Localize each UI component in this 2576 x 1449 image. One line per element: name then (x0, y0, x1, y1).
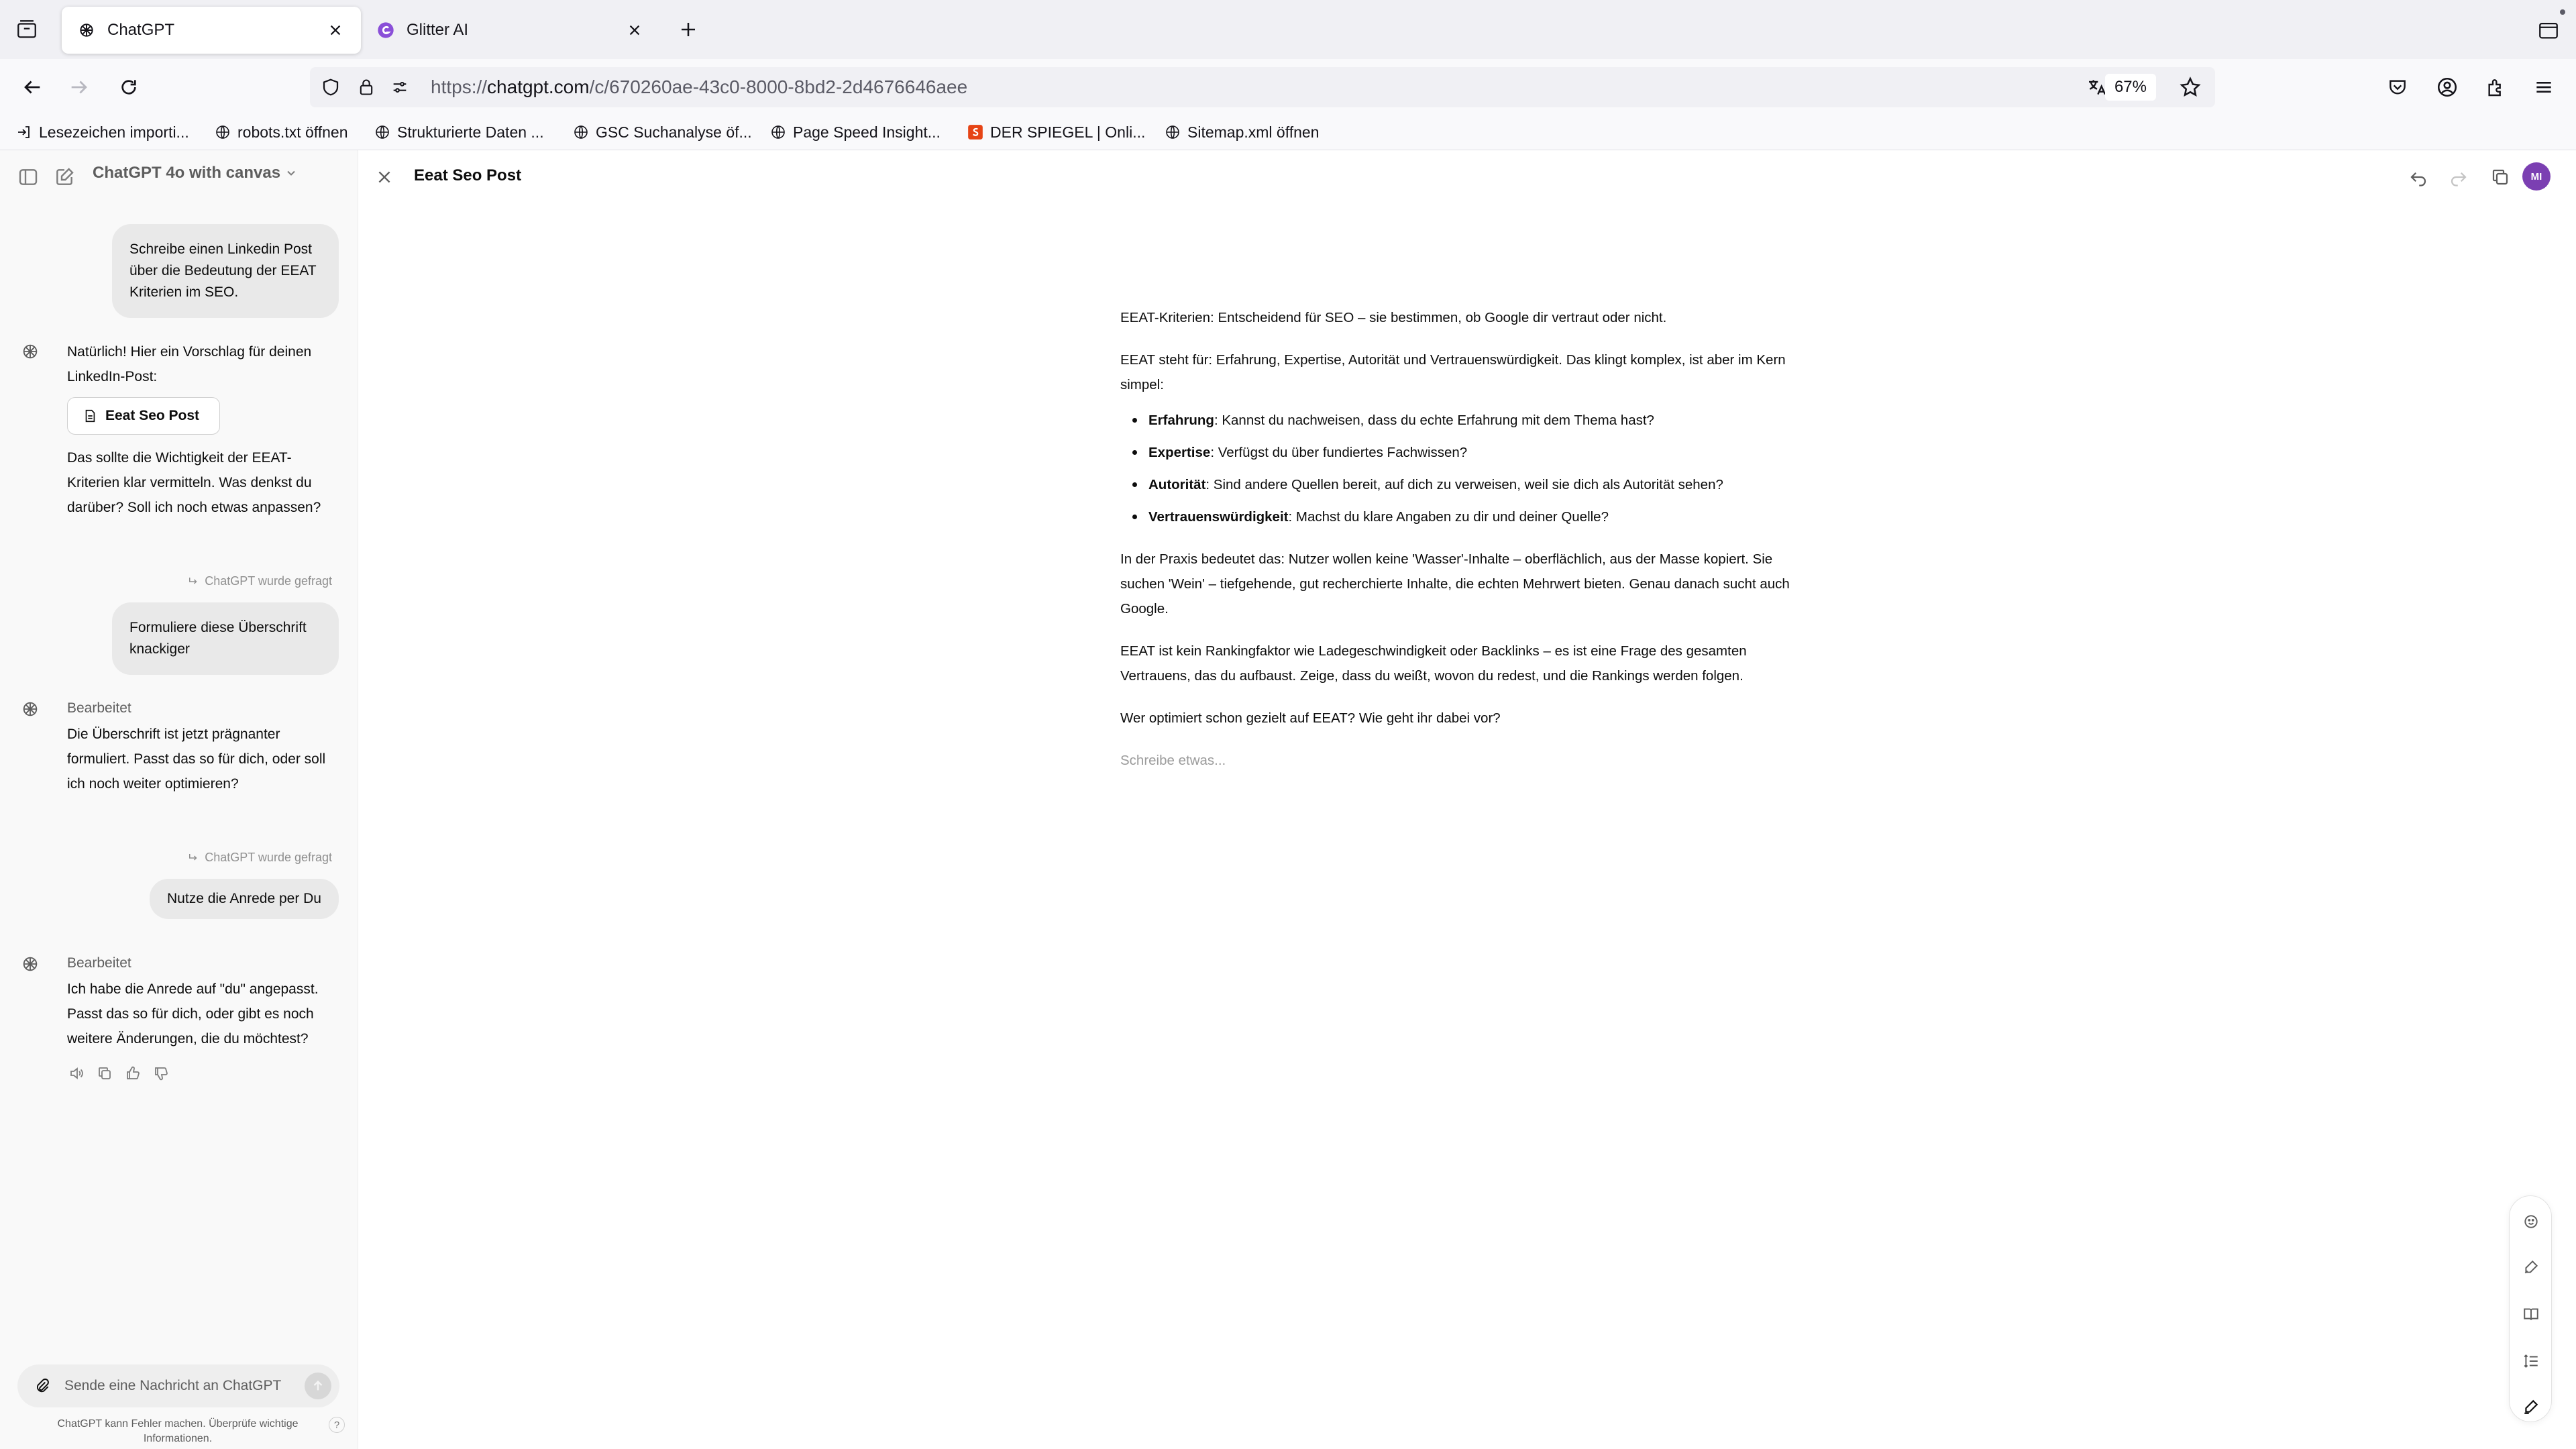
import-icon (15, 123, 34, 142)
assistant-message: Das sollte die Wichtigkeit der EEAT-Kriterien klar vermitteln. Was denkst du darüber? Soll ich noch etwas anpassen? (67, 450, 321, 515)
list-item: Expertise: Verfügst du über fundiertes Fachwissen? (1120, 440, 1798, 465)
pocket-icon[interactable] (2381, 71, 2414, 103)
tab-list-icon[interactable] (15, 17, 39, 42)
user-message: Formuliere diese Überschrift knackiger (112, 602, 339, 675)
canvas-header (359, 150, 2576, 204)
list-item: Vertrauenswürdigkeit: Machst du klare Angaben zu dir und deiner Quelle? (1120, 504, 1798, 529)
user-message: Nutze die Anrede per Du (150, 879, 339, 919)
canvas-document-chip[interactable]: Eeat Seo Post (67, 397, 220, 435)
doc-placeholder[interactable]: Schreibe etwas... (1120, 753, 1226, 768)
user-avatar[interactable]: MI (2522, 162, 2551, 191)
doc-paragraph: EEAT-Kriterien: Entscheidend für SEO – sie bestimmen, ob Google dir vertraut oder nicht. (1120, 310, 1667, 325)
reply-arrow-icon (187, 576, 199, 588)
message-composer[interactable] (17, 1364, 339, 1407)
notification-dot (2560, 9, 2565, 15)
model-switcher[interactable]: ChatGPT 4o with canvas (93, 164, 298, 182)
document-icon (83, 409, 97, 423)
bookmark-sitemap[interactable]: Sitemap.xml öffnen (1163, 119, 1319, 145)
bookmark-robots[interactable]: robots.txt öffnen (213, 119, 348, 145)
globe-icon (1163, 123, 1182, 142)
thumbs-down-icon[interactable] (152, 1064, 170, 1083)
assistant-message: Natürlich! Hier ein Vorschlag für deinen LinkedIn-Post: (67, 344, 312, 384)
doc-paragraph: Wer optimiert schon gezielt auf EEAT? Wie geht ihr dabei vor? (1120, 710, 1501, 726)
chatgpt-favicon (76, 20, 97, 40)
extensions-icon[interactable] (2479, 71, 2512, 103)
sidebar-toggle-icon[interactable] (16, 165, 40, 189)
globe-icon (572, 123, 590, 142)
new-chat-icon[interactable] (52, 165, 76, 189)
lock-icon[interactable] (356, 76, 377, 98)
bookmark-star-icon[interactable] (2178, 74, 2203, 100)
list-item: Autorität: Sind andere Quellen bereit, auf dich zu verweisen, weil sie dich als Autorität sehen? (1120, 472, 1798, 497)
edited-label: Bearbeitet (67, 700, 131, 716)
tab-chatgpt[interactable] (62, 7, 361, 54)
account-icon[interactable] (2431, 71, 2463, 103)
copy-icon[interactable] (95, 1064, 114, 1083)
bookmark-structured-data[interactable]: Strukturierte Daten ... (373, 119, 544, 145)
edit-suggestions-icon[interactable] (2520, 1396, 2542, 1417)
canvas-tools-rail (2509, 1195, 2552, 1422)
disclaimer-text: ChatGPT kann Fehler machen. Überprüfe wichtige Informationen. (57, 1418, 299, 1444)
tracking-protection-icon[interactable] (319, 76, 342, 99)
close-tab-icon[interactable] (624, 19, 645, 41)
adjust-length-icon[interactable] (2520, 1350, 2542, 1372)
url-text[interactable]: https://chatgpt.com/c/670260ae-43c0-8000-8bd2-2d4676646aee (431, 76, 968, 97)
chat-sidebar (0, 150, 358, 1449)
permissions-icon[interactable] (389, 76, 411, 98)
doc-bullet-list (1120, 408, 1798, 529)
globe-icon (213, 123, 232, 142)
reading-level-icon[interactable] (2520, 1303, 2542, 1325)
chatgpt-logo-icon (20, 954, 40, 974)
help-button[interactable]: ? (329, 1417, 345, 1433)
zoom-level-badge[interactable]: 67% (2105, 74, 2156, 101)
undo-icon[interactable] (2405, 164, 2432, 191)
chevron-down-icon (284, 166, 298, 180)
globe-icon (373, 123, 392, 142)
tab-glitter-ai[interactable] (361, 7, 660, 54)
redo-icon[interactable] (2445, 164, 2472, 191)
thumbs-up-icon[interactable] (123, 1064, 142, 1083)
send-button[interactable] (305, 1373, 331, 1399)
read-aloud-icon[interactable] (67, 1064, 86, 1083)
composer-placeholder: Sende eine Nachricht an ChatGPT (64, 1378, 282, 1393)
edited-label: Bearbeitet (67, 955, 131, 971)
chatgpt-logo-icon (20, 341, 40, 362)
list-item: Erfahrung: Kannst du nachweisen, dass du echte Erfahrung mit dem Thema hast? (1120, 408, 1798, 433)
address-bar[interactable] (310, 67, 2215, 107)
user-message: Schreibe einen Linkedin Post über die Bedeutung der EEAT Kriterien im SEO. (112, 224, 339, 318)
canvas-title: Eeat Seo Post (414, 166, 522, 184)
asked-label: ChatGPT wurde gefragt (187, 574, 332, 588)
spiegel-logo-icon (966, 123, 985, 142)
doc-paragraph: EEAT ist kein Rankingfaktor wie Ladegeschwindigkeit oder Backlinks – es ist eine Frage des gesamten Vertrauens, das du aufbaust. Zeige, dass du weißt, wovon du redest, und die Rankings werden folgen. (1120, 643, 1747, 684)
new-tab-icon[interactable] (676, 17, 700, 42)
close-canvas-icon[interactable] (372, 165, 396, 189)
tab-title: Glitter AI (407, 21, 469, 39)
bookmark-spiegel[interactable]: DER SPIEGEL | Onli... (966, 119, 1145, 145)
paperclip-icon[interactable] (32, 1376, 52, 1396)
doc-paragraph: EEAT steht für: Erfahrung, Expertise, Autorität und Vertrauenswürdigkeit. Das klingt komplex, ist aber im Kern simpel: (1120, 352, 1786, 392)
bookmark-pagespeed[interactable]: Page Speed Insight... (769, 119, 941, 145)
final-polish-icon[interactable] (2520, 1256, 2542, 1278)
versions-icon[interactable] (2487, 164, 2514, 191)
menu-icon[interactable] (2528, 71, 2560, 103)
forward-icon[interactable] (63, 71, 95, 103)
back-icon[interactable] (16, 71, 48, 103)
canvas-document[interactable] (1120, 305, 1798, 790)
chatgpt-logo-icon (20, 699, 40, 719)
glitter-favicon (376, 20, 396, 40)
assistant-message: Ich habe die Anrede auf "du" angepasst. Passt das so für dich, oder gibt es noch weitere Änderungen, die du möchtest? (67, 981, 319, 1046)
tab-title: ChatGPT (107, 21, 175, 39)
reload-icon[interactable] (113, 71, 145, 103)
bookmark-import[interactable]: Lesezeichen importi... (15, 119, 189, 145)
close-tab-icon[interactable] (325, 19, 346, 41)
message-actions (67, 1064, 170, 1083)
globe-icon (769, 123, 788, 142)
browser-nav-bar (0, 59, 2576, 114)
emoji-icon[interactable] (2520, 1211, 2542, 1232)
assistant-message: Die Überschrift ist jetzt prägnanter formuliert. Passt das so für dich, oder soll ich noch weiter optimieren? (67, 727, 326, 792)
firefox-view-icon[interactable] (2536, 17, 2561, 43)
browser-tab-bar (0, 0, 2576, 59)
bookmarks-toolbar (0, 114, 2576, 150)
doc-paragraph: In der Praxis bedeutet das: Nutzer wollen keine 'Wasser'-Inhalte – oberflächlich, aus der Masse kopiert. Sie suchen 'Wein' – tiefgehende, gut recherchierte Inhalte, die echten Mehrwert bieten. Genau danach sucht auch Google. (1120, 551, 1790, 616)
reply-arrow-icon (187, 852, 199, 864)
asked-label: ChatGPT wurde gefragt (187, 851, 332, 865)
bookmark-gsc[interactable]: GSC Suchanalyse öf... (572, 119, 752, 145)
